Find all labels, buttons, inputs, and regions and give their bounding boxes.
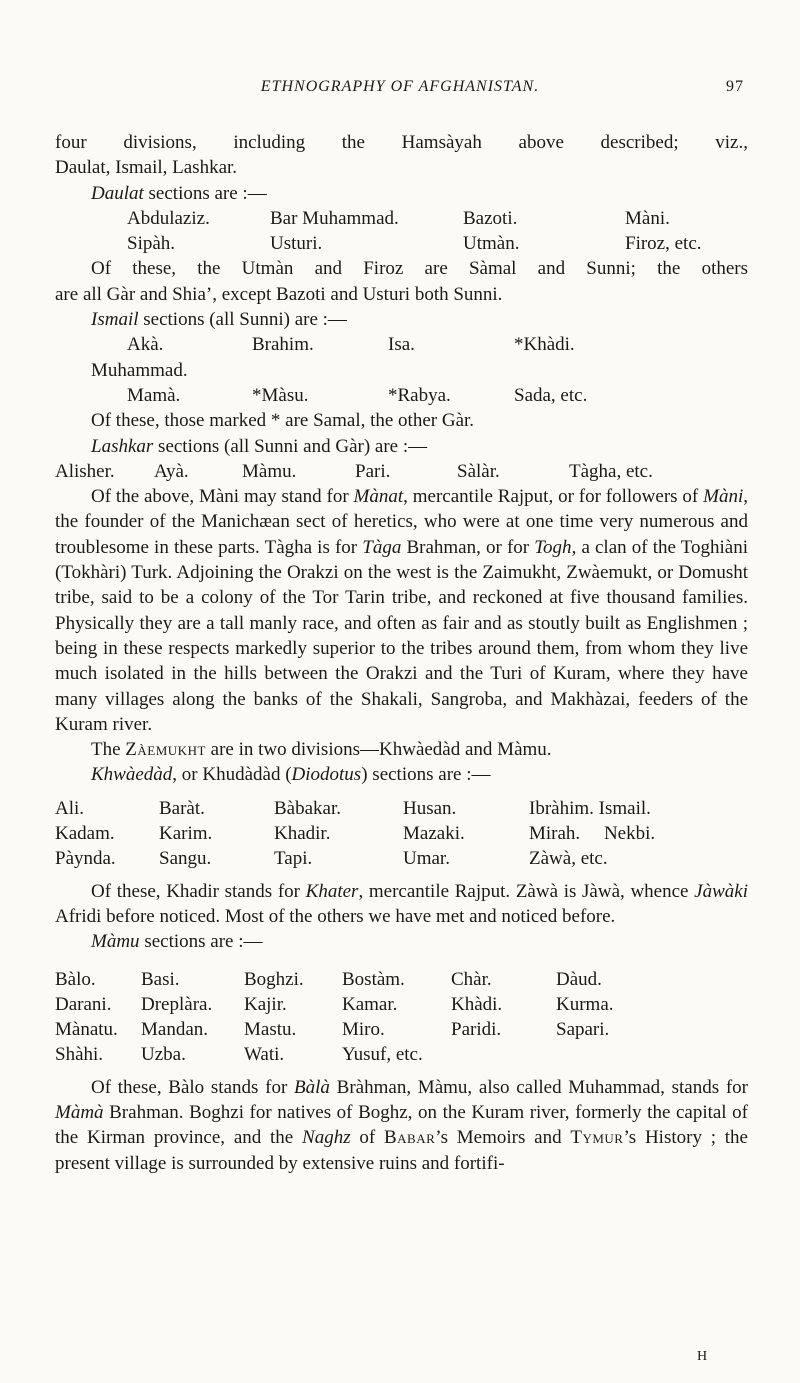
table-cell: Ali.: [55, 797, 85, 819]
table-cell: Husan.: [403, 797, 457, 819]
list-item: Utmàn.: [463, 233, 520, 255]
running-title: ETHNOGRAPHY OF AFGHANISTAN.: [260, 78, 540, 95]
paragraph: Of these, Khadir stands for Khater, mercantile Rajput. Zàwà is Jàwà, whence Jàwàki Afridi before noticed. Most of the others we have met and noticed before.: [55, 880, 748, 927]
table-cell: Mastu.: [244, 1019, 297, 1041]
table-cell: Basi.: [141, 968, 180, 990]
table-cell: Paridi.: [451, 1019, 502, 1041]
page-number: 97: [726, 78, 744, 95]
table-cell: Wati.: [244, 1044, 285, 1066]
list-item: *Khàdi.: [514, 334, 575, 356]
table-cell: Tapi.: [274, 848, 313, 870]
table-cell: Karim.: [159, 823, 213, 845]
list-item: Sada, etc.: [514, 384, 588, 406]
paragraph: The Zàemukht are in two divisions—Khwàedàd and Màmu.: [91, 739, 552, 761]
list-item: Alisher.: [55, 460, 115, 482]
ismail-list: [55, 383, 748, 408]
table-cell: Ibràhim. Ismail.: [529, 797, 651, 819]
list-item: Sipàh.: [127, 233, 176, 255]
table-cell: Mànatu.: [55, 1019, 118, 1041]
table-cell: Mirah. Nekbi.: [529, 823, 656, 845]
table-cell: Miro.: [342, 1019, 385, 1041]
list-item: Sàlàr.: [457, 460, 500, 482]
section-heading-khwaedad: Khwàedàd, or Khudàdàd (Diodotus) sections are :—: [91, 764, 491, 786]
list-item: Firoz, etc.: [625, 233, 702, 255]
table-cell: Kurma.: [556, 993, 614, 1015]
list-item: Isa.: [388, 334, 415, 356]
table-cell: Kamar.: [342, 993, 398, 1015]
table-cell: Sangu.: [159, 848, 212, 870]
list-item: Màni.: [625, 207, 670, 229]
paragraph: Of the above, Màni may stand for Mànat, mercantile Rajput, or for followers of Màni, the founder of the Manichæan sect of heretics, who were at one time very numerous and troublesome in these parts. Tàgha is for Tàga Brahman, or for Togh, a clan of the Toghiàni (Tokhàri) Turk. Adjoining the Orakzi on the west is the Zaimukht, Zwàemukt, or Domusht tribe, said to be a colony of the Tor Tarin tribe, and reckoned at five thousand families. Physically they are a tall manly race, and often as fair and as stoutly built as Englishmen ; being in these respects markedly superior to the tribes around them, from whom they live much isolated in the hills between the Orakzi and the Turi of Kuram, where they have many villages along the banks of the Shakali, Sangroba, and Makhàzai, feeders of the Kuram river.: [55, 486, 748, 735]
table-cell: Bàlo.: [55, 968, 96, 990]
table-cell: Zàwà, etc.: [529, 848, 608, 870]
table-cell: Bostàm.: [342, 968, 405, 990]
table-cell: Dreplàra.: [141, 993, 213, 1015]
page-body: [55, 130, 748, 1176]
list-item: Brahim.: [252, 334, 314, 356]
table-cell: Yusuf, etc.: [342, 1044, 423, 1066]
table-cell: Chàr.: [451, 968, 492, 990]
text-line: four divisions, including the Hamsàyah above described; viz.,: [55, 132, 748, 153]
table-cell: Boghzi.: [244, 968, 304, 990]
text-line: are all Gàr and Shia’, except Bazoti and Usturi both Sunni.: [55, 283, 503, 305]
section-heading-mamu: Màmu sections are :—: [91, 931, 263, 953]
daulat-list: [55, 231, 748, 256]
list-item: Akà.: [127, 334, 164, 356]
list-item: Màmu.: [242, 460, 297, 482]
mamu-table: [55, 967, 748, 1068]
list-item: Bar Muhammad.: [270, 207, 399, 229]
list-item: Abdulaziz.: [127, 207, 210, 229]
list-item: *Rabya.: [388, 384, 451, 406]
ismail-list: [55, 332, 748, 383]
table-cell: Bàbakar.: [274, 797, 342, 819]
running-header: [0, 78, 800, 106]
list-item: *Màsu.: [252, 384, 309, 406]
table-cell: Mandan.: [141, 1019, 209, 1041]
list-item: Bazoti.: [463, 207, 518, 229]
list-item: Tàgha, etc.: [569, 460, 653, 482]
list-item: Ayà.: [154, 460, 189, 482]
signature-mark: H: [697, 1349, 708, 1364]
text-line: Of these, the Utmàn and Firoz are Sàmal and Sunni; the others: [91, 258, 748, 280]
section-heading-lashkar: Lashkar sections (all Sunni and Gàr) are :—: [91, 435, 428, 457]
section-heading-daulat: Daulat sections are :—: [91, 182, 267, 204]
lashkar-list: [55, 459, 748, 484]
list-item: Usturi.: [270, 233, 323, 255]
table-cell: Khadir.: [274, 823, 331, 845]
text-line: Daulat, Ismail, Lashkar.: [55, 157, 238, 179]
text-line: Of these, those marked * are Samal, the other Gàr.: [91, 410, 475, 432]
table-cell: Dàud.: [556, 968, 602, 990]
section-heading-ismail: Ismail sections (all Sunni) are :—: [91, 309, 347, 331]
table-cell: Khàdi.: [451, 993, 503, 1015]
list-item: Mamà.: [127, 384, 181, 406]
table-cell: Sapari.: [556, 1019, 610, 1041]
table-cell: Kadam.: [55, 823, 115, 845]
table-cell: Pàynda.: [55, 848, 116, 870]
list-item: Pari.: [355, 460, 391, 482]
table-cell: Kajir.: [244, 993, 287, 1015]
table-cell: Mazaki.: [403, 823, 465, 845]
list-item: Muhammad.: [91, 359, 188, 381]
table-cell: Umar.: [403, 848, 450, 870]
table-cell: Shàhi.: [55, 1044, 104, 1066]
table-cell: Baràt.: [159, 797, 205, 819]
table-cell: Darani.: [55, 993, 112, 1015]
paragraph: Of these, Bàlo stands for Bàlà Bràhman, Màmu, also called Muhammad, stands for Màmà Brahman. Boghzi for natives of Boghz, on the Kuram river, formerly the capital of the Kirman province, and the Naghz of Babar’s Memoirs and Tymur’s History ; the present village is surrounded by extensive ruins and fortifi-: [55, 1076, 748, 1174]
table-cell: Uzba.: [141, 1044, 186, 1066]
zaemukht-table: [55, 796, 748, 872]
daulat-list: [55, 206, 748, 231]
